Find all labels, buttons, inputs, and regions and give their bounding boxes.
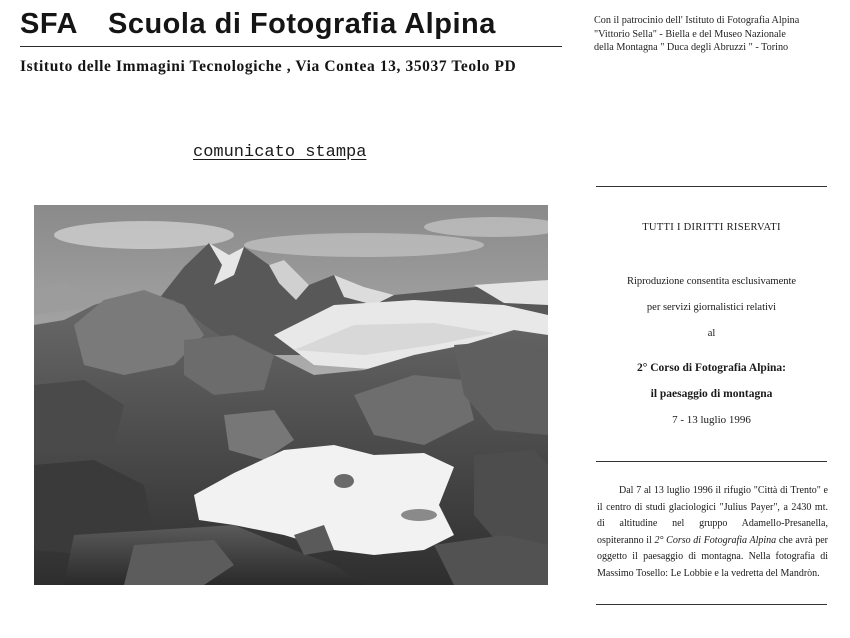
divider	[596, 604, 827, 605]
reproduction-line: per servizi giornalistici relativi	[646, 302, 777, 313]
patronage-note	[594, 14, 842, 55]
patronage-line: Con il patrocinio dell' Istituto di Fotografia Alpina	[594, 15, 800, 26]
course-title	[596, 355, 827, 407]
school-name: Scuola di Fotografia Alpina	[108, 8, 496, 40]
body-text-part: che avrà per oggetto il paesaggio di montagna. Nella fotografia di Massimo Tosello: Le Lobbie e la vedretta del Mandròn.	[597, 534, 828, 579]
press-release-heading: comunicato stampa	[193, 143, 367, 162]
reproduction-note	[596, 269, 827, 347]
mountain-photograph	[34, 205, 548, 585]
course-name-italic: 2° Corso di Fotografia Alpina	[654, 534, 777, 546]
patronage-line: "Vittorio Sella" - Biella e del Museo Nazionale	[594, 28, 786, 40]
school-title	[20, 8, 565, 41]
rights-title: TUTTI I DIRITTI RISERVATI	[642, 222, 781, 233]
title-divider	[20, 46, 562, 47]
divider	[596, 186, 827, 187]
patronage-line: della Montagna " Duca degli Abruzzi " - Torino	[594, 42, 789, 54]
reproduction-line: Riproduzione consentita esclusivamente	[626, 276, 797, 287]
course-title-line: 2° Corso di Fotografia Alpina:	[637, 362, 786, 374]
institute-address: Istituto delle Immagini Tecnologiche , Via Contea 13, 35037 Teolo PD	[20, 58, 517, 75]
body-text-part: Dal 7 al 13 luglio 1996 il rifugio "Città di Trento" e il centro di studi glaciologici "Julius Payer", a 2430 mt. di altitudine nel gruppo Adamello-Presanella, ospiteranno il	[597, 485, 828, 546]
press-body-paragraph	[597, 483, 828, 583]
school-abbreviation: SFA	[20, 8, 78, 40]
course-subtitle-line: il paesaggio di montagna	[650, 388, 773, 400]
reproduction-line: al	[707, 328, 716, 339]
divider	[596, 461, 827, 462]
rights-notice	[596, 222, 827, 433]
course-dates: 7 - 13 luglio 1996	[672, 414, 751, 426]
